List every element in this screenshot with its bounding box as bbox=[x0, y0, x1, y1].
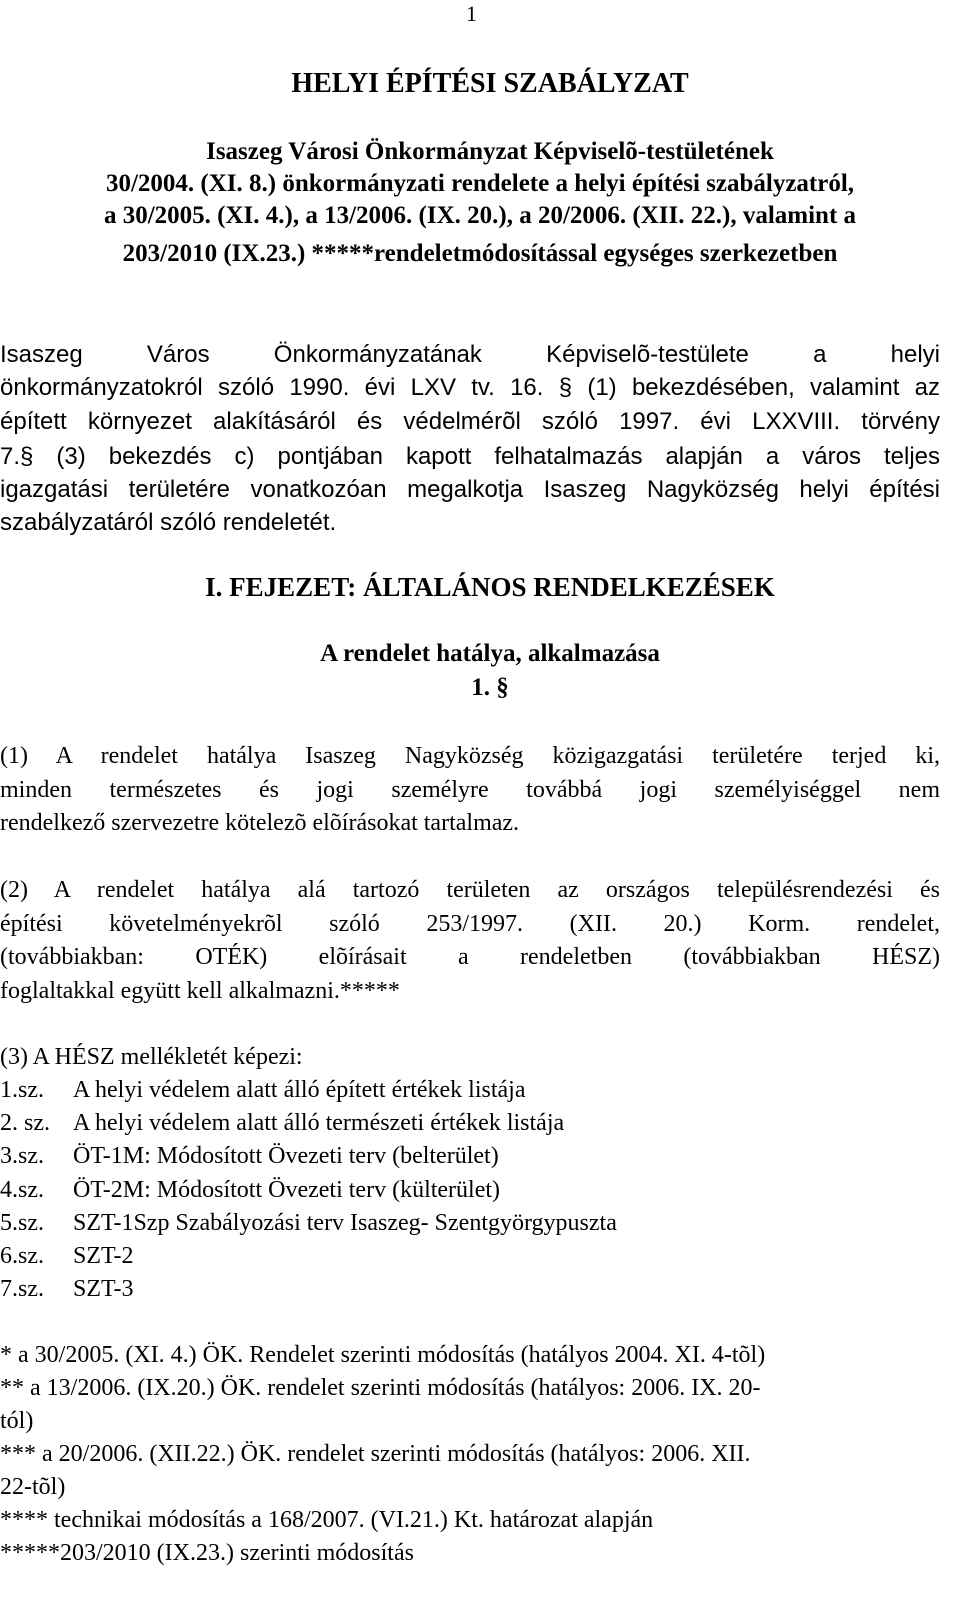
chapter-title: I. FEJEZET: ÁLTALÁNOS RENDELKEZÉSEK bbox=[205, 572, 775, 602]
annex-intro: (3) A HÉSZ mellékletét képezi: bbox=[0, 1044, 303, 1070]
annex-text: A helyi védelem alatt álló épített értékek listája bbox=[73, 1077, 526, 1103]
list-item bbox=[0, 1241, 133, 1271]
preamble-line: önkormányzatokról szóló 1990. évi LXV tv. 16. § (1) bekezdésében, valamint az bbox=[0, 374, 940, 401]
footnote-line: tól) bbox=[0, 1408, 34, 1434]
subtitle-line: Isaszeg Városi Önkormányzat Képviselõ-testületének bbox=[206, 138, 774, 165]
list-item bbox=[0, 1075, 526, 1105]
annex-number: 2. sz. bbox=[0, 1110, 50, 1136]
footnote-line: *****203/2010 (IX.23.) szerinti módosítás bbox=[0, 1540, 414, 1566]
paragraph-line: foglaltakkal együtt kell alkalmazni.***** bbox=[0, 978, 400, 1004]
preamble-line: igazgatási területére vonatkozóan megalkotja Isaszeg Nagyközség helyi építési bbox=[0, 476, 940, 503]
annex-number: 5.sz. bbox=[0, 1210, 44, 1236]
annex-number: 4.sz. bbox=[0, 1177, 44, 1203]
page-number: 1 bbox=[466, 1, 477, 26]
list-item bbox=[0, 1274, 133, 1304]
list-item bbox=[0, 1108, 564, 1138]
footnote-line: *** a 20/2006. (XII.22.) ÖK. rendelet szerinti módosítás (hatályos: 2006. XII. bbox=[0, 1441, 751, 1467]
preamble-line: Isaszeg Város Önkormányzatának Képviselõ-testülete a helyi bbox=[0, 341, 940, 368]
annex-text: A helyi védelem alatt álló természeti értékek listája bbox=[73, 1110, 565, 1136]
paragraph-line: minden természetes és jogi személyre továbbá jogi személyiséggel nem bbox=[0, 777, 940, 803]
annex-text: ÖT-2M: Módosított Övezeti terv (külterület) bbox=[73, 1177, 501, 1203]
subtitle-line: 30/2004. (XI. 8.) önkormányzati rendelete a helyi építési szabályzatról, bbox=[105, 170, 855, 197]
paragraph-line: (továbbiakban: OTÉK) elõírásait a rendeletben (továbbiakban HÉSZ) bbox=[0, 944, 940, 970]
paragraph-line: építési követelményekrõl szóló 253/1997. (XII. 20.) Korm. rendelet, bbox=[0, 911, 940, 937]
preamble-line: 7.§ (3) bekezdés c) pontjában kapott felhatalmazás alapján a város teljes bbox=[0, 443, 940, 470]
subtitle-line: a 30/2005. (XI. 4.), a 13/2006. (IX. 20.), a 20/2006. (XII. 22.), valamint a bbox=[103, 202, 857, 229]
annex-number: 3.sz. bbox=[0, 1143, 44, 1169]
paragraph-line: (2) A rendelet hatálya alá tartozó területen az országos településrendezési és bbox=[0, 877, 940, 903]
list-item bbox=[0, 1175, 500, 1205]
footnote-line: **** technikai módosítás a 168/2007. (VI.21.) Kt. határozat alapján bbox=[0, 1507, 654, 1533]
paragraph-line: rendelkező szervezetre kötelezõ elõírásokat tartalmaz. bbox=[0, 810, 520, 836]
preamble-line: szabályzatáról szóló rendeletét. bbox=[0, 509, 337, 536]
subtitle-line: 203/2010 (IX.23.) *****rendeletmódosítással egységes szerkezetben bbox=[122, 240, 838, 267]
annex-text: SZT-1Szp Szabályozási terv Isaszeg- Szentgyörgypuszta bbox=[73, 1210, 617, 1236]
footnote-line: 22-tõl) bbox=[0, 1474, 66, 1500]
preamble-line: épített környezet alakításáról és védelmérõl szóló 1997. évi LXXVIII. törvény bbox=[0, 408, 940, 435]
list-item bbox=[0, 1208, 617, 1238]
annex-text: ÖT-1M: Módosított Övezeti terv (belterület) bbox=[73, 1143, 499, 1169]
annex-text: SZT-3 bbox=[73, 1276, 134, 1302]
list-item bbox=[0, 1141, 499, 1171]
document-title: HELYI ÉPÍTÉSI SZABÁLYZAT bbox=[291, 68, 689, 99]
section-number: 1. § bbox=[471, 674, 509, 701]
footnote-line: ** a 13/2006. (IX.20.) ÖK. rendelet szerinti módosítás (hatályos: 2006. IX. 20- bbox=[0, 1375, 761, 1401]
annex-text: SZT-2 bbox=[73, 1243, 134, 1269]
annex-number: 1.sz. bbox=[0, 1077, 44, 1103]
section-title: A rendelet hatálya, alkalmazása bbox=[320, 640, 660, 667]
footnote-line: * a 30/2005. (XI. 4.) ÖK. Rendelet szerinti módosítás (hatályos 2004. XI. 4-tõl) bbox=[0, 1342, 766, 1368]
annex-number: 6.sz. bbox=[0, 1243, 44, 1269]
annex-number: 7.sz. bbox=[0, 1276, 44, 1302]
paragraph-line: (1) A rendelet hatálya Isaszeg Nagyközség közigazgatási területére terjed ki, bbox=[0, 743, 940, 769]
